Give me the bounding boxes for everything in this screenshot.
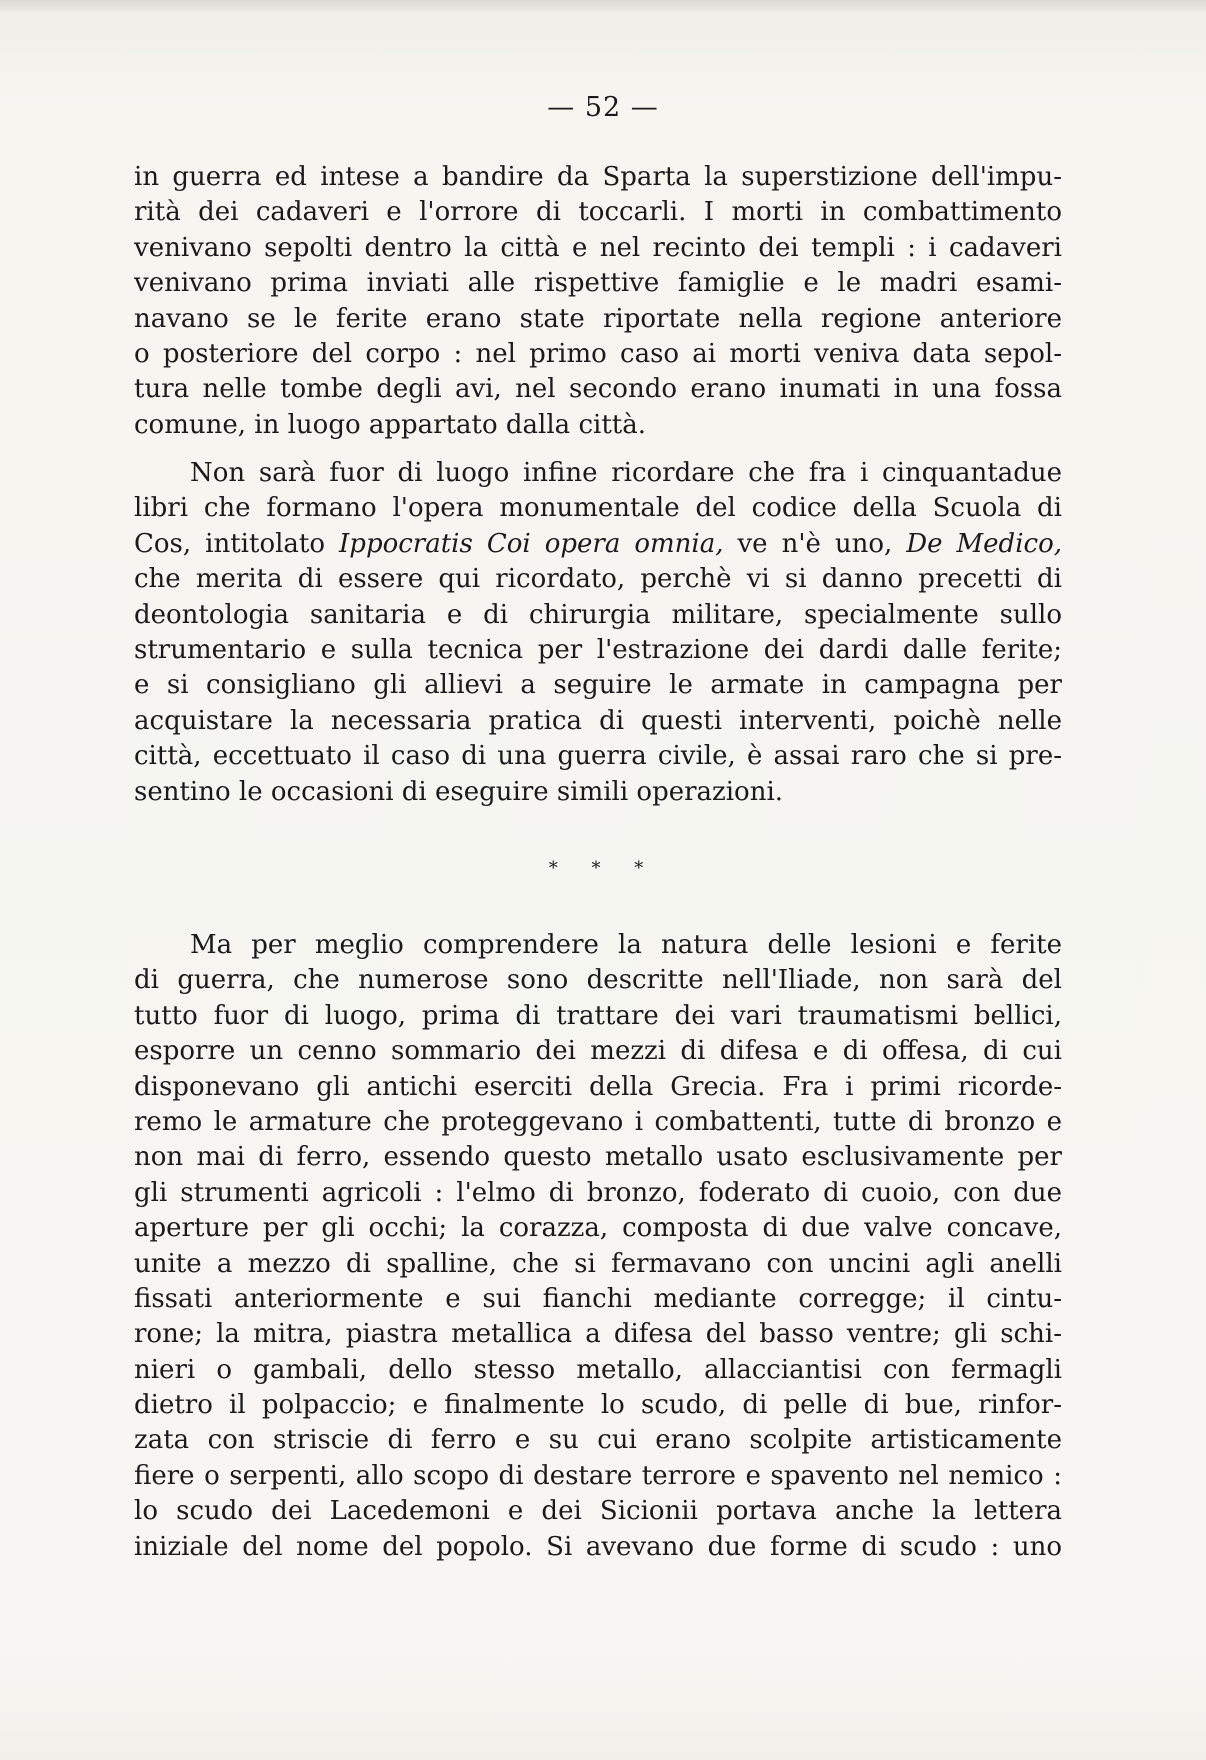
- text-line: nieri o gambali, dello stesso metallo, allacciantisi con fermagli: [134, 1354, 1062, 1385]
- text-line: libri che formano l'opera monumentale del codice della Scuola di: [134, 493, 1062, 524]
- paragraph-sparta: [134, 160, 1062, 443]
- text-segment: ve n'è uno,: [723, 528, 907, 559]
- text-line: in guerra ed intese a bandire da Sparta la superstizione dell'impu-: [134, 162, 1062, 192]
- text-line: iniziale del nome del popolo. Si avevano due forme di scudo : uno: [134, 1531, 1062, 1562]
- text-line: fissati anteriormente e sui fianchi mediante corregge; il cintu-: [134, 1283, 1062, 1314]
- page-edge-shadow: [0, 0, 1206, 14]
- text-line: sentino le occasioni di eseguire simili operazioni.: [134, 776, 784, 807]
- book-title-italic: De Medico,: [906, 528, 1062, 559]
- text-line: o posteriore del corpo : nel primo caso ai morti veniva data sepol-: [134, 338, 1062, 369]
- text-line: che merita di essere qui ricordato, perchè vi si danno precetti di: [134, 564, 1062, 595]
- text-line: venivano prima inviati alle rispettive famiglie e le madri esami-: [134, 268, 1062, 299]
- text-line-with-titles: [134, 527, 1062, 562]
- text-line: venivano sepolti dentro la città e nel recinto dei templi : i cadaveri: [134, 232, 1062, 263]
- text-line: fiere o serpenti, allo scopo di destare terrore e spavento nel nemico :: [134, 1460, 1062, 1491]
- text-line: rone; la mitra, piastra metallica a difesa del basso ventre; gli schi-: [134, 1319, 1062, 1350]
- text-line: zata con striscie di ferro e su cui erano scolpite artisticamente: [134, 1425, 1062, 1456]
- text-segment: Cos, intitolato: [134, 528, 340, 559]
- text-line: esporre un cenno sommario dei mezzi di difesa e di offesa, di cui: [134, 1036, 1062, 1067]
- book-title-italic: Ippocratis Coi opera omnia,: [339, 528, 724, 559]
- text-line: dietro il polpaccio; e finalmente lo scudo, di pelle di bue, rinfor-: [134, 1390, 1062, 1421]
- text-line: deontologia sanitaria e di chirurgia militare, specialmente sullo: [134, 599, 1062, 630]
- text-line: e si consigliano gli allievi a seguire le armate in campagna per: [134, 670, 1062, 701]
- section-separator: * * *: [548, 858, 658, 879]
- text-line: di guerra, che numerose sono descritte nell'Iliade, non sarà del: [134, 965, 1062, 996]
- page-number: — 52 —: [547, 92, 659, 123]
- text-line: unite a mezzo di spalline, che si fermavano con uncini agli anelli: [134, 1248, 1062, 1279]
- text-line: Non sarà fuor di luogo infine ricordare che fra i cinquantadue: [190, 458, 1062, 488]
- text-line: lo scudo dei Lacedemoni e dei Sicionii portava anche la lettera: [134, 1496, 1062, 1527]
- text-line: gli strumenti agricoli : l'elmo di bronzo, foderato di cuoio, con due: [134, 1177, 1062, 1208]
- text-line: rità dei cadaveri e l'orrore di toccarli. I morti in combattimento: [134, 197, 1062, 228]
- text-line: navano se le ferite erano state riportate nella regione anteriore: [134, 303, 1062, 334]
- text-line: Ma per meglio comprendere la natura delle lesioni e ferite: [190, 930, 1062, 960]
- text-line: disponevano gli antichi eserciti della Grecia. Fra i primi ricorde-: [134, 1071, 1062, 1102]
- paragraph-ippocrate: [134, 456, 1062, 810]
- text-line: aperture per gli occhi; la corazza, composta di due valve concave,: [134, 1213, 1062, 1244]
- text-line: acquistare la necessaria pratica di questi interventi, poichè nelle: [134, 705, 1062, 736]
- text-line: comune, in luogo appartato dalla città.: [134, 409, 646, 440]
- text-line: città, eccettuato il caso di una guerra civile, è assai raro che si pre-: [134, 741, 1062, 772]
- text-line: strumentario e sulla tecnica per l'estrazione dei dardi dalle ferite;: [134, 634, 1062, 665]
- text-line: non mai di ferro, essendo questo metallo usato esclusivamente per: [134, 1142, 1062, 1173]
- text-line: tura nelle tombe degli avi, nel secondo erano inumati in una fossa: [134, 374, 1062, 405]
- text-line: tutto fuor di luogo, prima di trattare dei vari traumatismi bellici,: [134, 1000, 1062, 1031]
- paragraph-armature: [134, 928, 1062, 1565]
- text-line: remo le armature che proteggevano i combattenti, tutte di bronzo e: [134, 1106, 1062, 1137]
